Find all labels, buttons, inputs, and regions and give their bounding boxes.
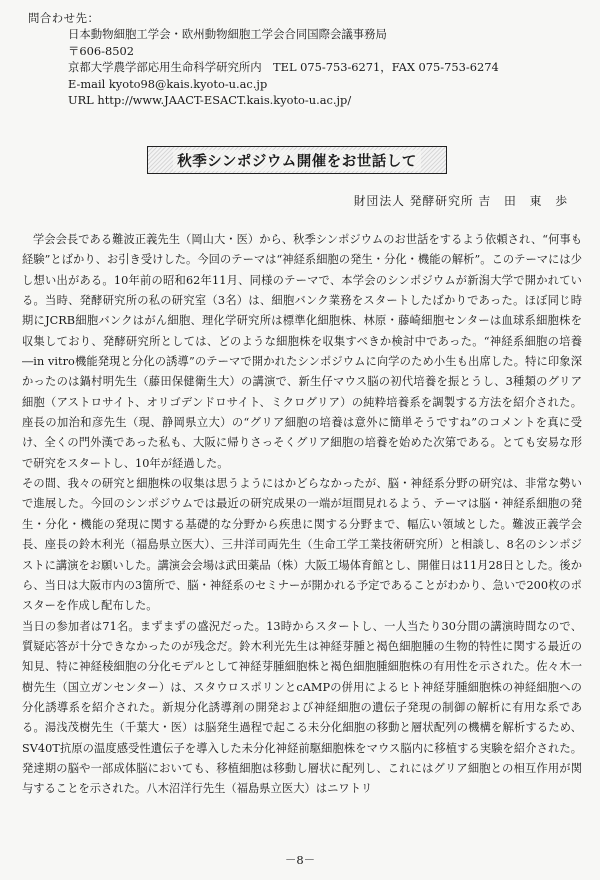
- contact-organization: 日本動物細胞工学会・欧州動物細胞工学会合同国際会議事務局: [68, 27, 387, 42]
- page-number: －8－: [284, 853, 316, 867]
- contact-postal-code: 〒606-8502: [68, 43, 134, 58]
- article-title-box: [147, 146, 447, 174]
- contact-email: E-mail kyoto98@kais.kyoto-u.ac.jp: [68, 76, 268, 91]
- paragraph-1: 学会会長である難波正義先生（岡山大・医）から、秋季シンポジウムのお世話をするよう依頼され、“何事も経験”とばかり、お引き受けした。今回のテーマは“神経系細胞の発生・分化・機能の解析”。このテーマには少し想い出がある。10年前の昭和62年11月、同様のテーマで、本学会のシンポジウムが新潟大学で開かれている。当時、発酵研究所の私の研究室（3名）は、細胞バンク業務をスタートしたばかりであった。ほぼ同じ時期にJCRB細胞バンクはがん細胞、理化学研究所は標準化細胞株、林原・藤崎細胞センターは血球系細胞株を収集しており、発酵研究所としては、どのような細胞株を収集すべきか検討中であった。“神経系細胞の培養―in vitro機能発現と分化の誘導”のテーマで開かれたシンポジウムに向学のため小生も出席した。特に印象深かったのは鍋村明先生（藤田保健衛生大）の講演で、新生仔マウス脳の初代培養を振とうし、3種類のグリア細胞（アストロサイト、オリゴデンドロサイト、ミクログリア）の純粋培養系を調製する方法を紹介された。座長の加治和彦先生（現、静岡県立大）の“グリア細胞の培養は意外に簡単そうですね”のコメントを真に受け、全くの門外漢であった私も、大阪に帰りさっそくグリア細胞の培養を始めた次第である。とても安易な形で研究をスタートし、10年が経過した。: [22, 233, 582, 470]
- contact-url: URL http://www.JAACT-ESACT.kais.kyoto-u.ac.jp/: [68, 93, 352, 108]
- article-author: 財団法人 発酵研究所 吉 田 東 歩: [353, 194, 568, 208]
- contact-info: [28, 10, 568, 108]
- article-title: 秋季シンポジウム開催をお世話して: [173, 150, 421, 171]
- paragraph-2: その間、我々の研究と細胞株の収集は思うようにはかどらなかったが、脳・神経系分野の研究は、非常な勢いで進展した。今回のシンポジウムでは最近の研究成果の一端が垣間見れるよう、テーマは脳・神経系細胞の発生・分化・機能の発現に関する基礎的な分野から疾患に関する分野まで、幅広い領域とした。難波正義学会長、座長の鈴木利光（福島県立医大）、三井洋司両先生（生命工学工業技術研究所）と相談し、8名のシンポジストに講演をお願いした。講演会会場は武田薬品（株）大阪工場体育館とし、開催日は11月28日とした。後から、当日は大阪市内の3箇所で、脳・神経系のセミナーが開かれる予定であることがわかり、急いで200枚のポスターを作成し配布した。: [22, 477, 582, 613]
- paragraph-3: 当日の参加者は71名。まずまずの盛況だった。13時からスタートし、一人当たり30分間の講演時間なので、質疑応答が十分できなかったのが残念だ。鈴木利光先生は神経芽腫と褐色細胞腫の生物的特性に関する最近の知見、特に神経稜細胞の分化モデルとして神経芽腫細胞株と褐色細胞腫細胞株の有用性を示された。佐々木一樹先生（国立ガンセンター）は、スタウロスポリンとcAMPの併用によるヒト神経芽腫細胞株の神経細胞への分化誘導系を紹介された。新規分化誘導剤の開発および神経細胞の遺伝子発現の制御の解析に有用な系である。湯浅茂樹先生（千葉大・医）は脳発生過程で起こる未分化細胞の移動と層状配列の機構を解析するため、SV40T抗原の温度感受性遺伝子を導入した未分化神経前駆細胞株をマウス脳内に移植する実験を紹介された。発達期の脳や一部成体脳においても、移植細胞は移動し層状に配列し、これにはグリア細胞との相互作用が関与することを示された。八木沼洋行先生（福島県立医大）はニワトリ: [22, 619, 582, 796]
- contact-heading: 問合わせ先：: [28, 11, 100, 25]
- contact-address: 京都大学農学部応用生命科学研究所内 TEL 075-753-6271，FAX 075-753-6274: [68, 60, 499, 75]
- article-body: [22, 230, 582, 800]
